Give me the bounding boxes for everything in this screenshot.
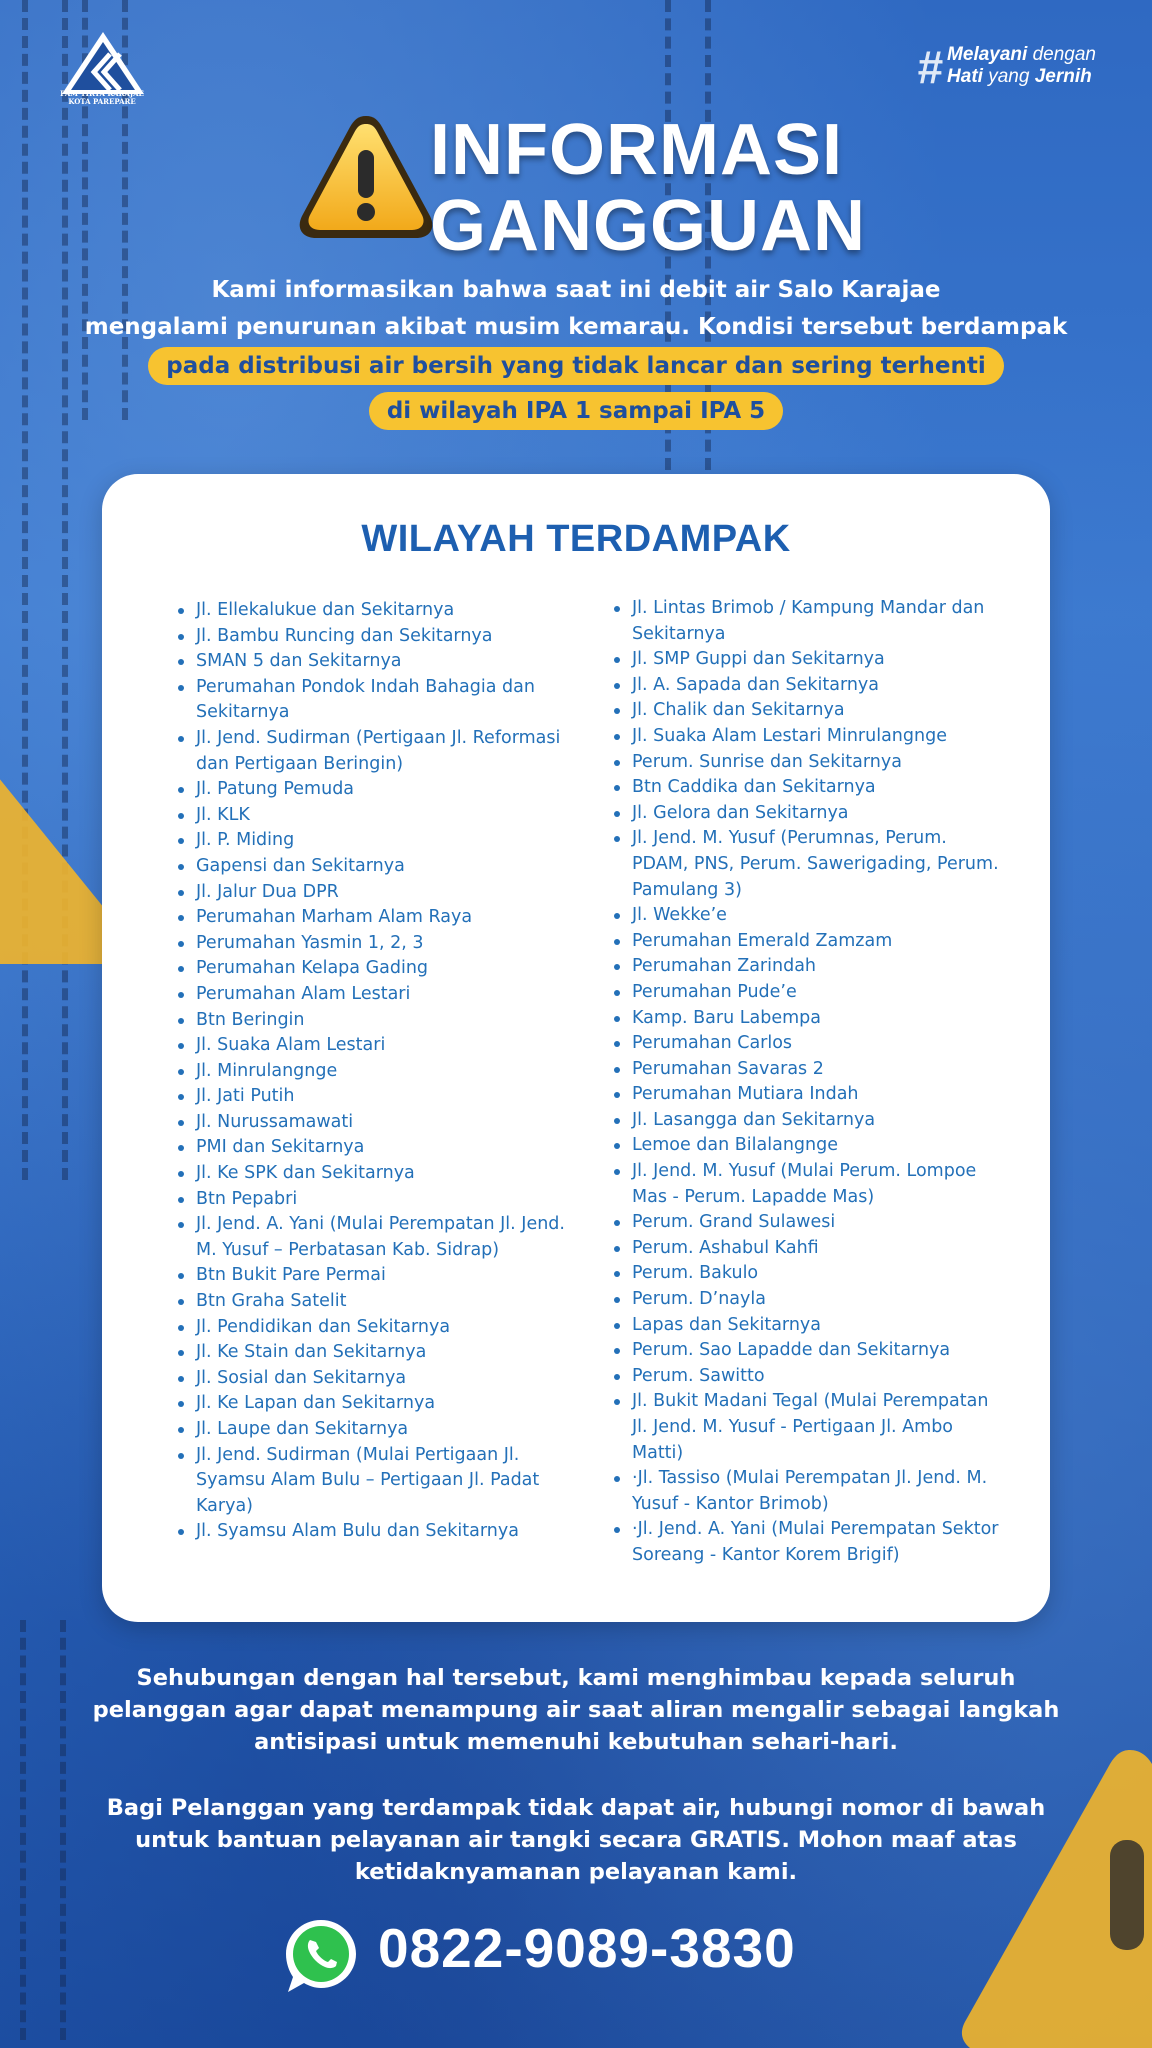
list-item: Perumahan Savaras 2 (614, 1057, 1004, 1083)
list-item: Perumahan Alam Lestari (178, 982, 578, 1008)
list-item: Jl. Patung Pemuda (178, 777, 578, 803)
advice-line-1: Sehubungan dengan hal tersebut, kami menghimbau kepada seluruh (136, 1665, 1016, 1691)
tagline-mid-2: yang (982, 66, 1035, 87)
list-item: Jl. Syamsu Alam Bulu dan Sekitarnya (178, 1519, 578, 1545)
list-item: Perumahan Mutiara Indah (614, 1082, 1004, 1108)
intro-line-2: mengalami penurunan akibat musim kemarau. Kondisi tersebut berdampak (84, 314, 1068, 340)
tagline (917, 41, 1096, 93)
list-item: Jl. Minrulangnge (178, 1059, 578, 1085)
list-item: SMAN 5 dan Sekitarnya (178, 649, 578, 675)
list-item: Perumahan Yasmin 1, 2, 3 (178, 931, 578, 957)
list-item: Perumahan Marham Alam Raya (178, 905, 578, 931)
list-item: Lemoe dan Bilalangnge (614, 1133, 1004, 1159)
list-item: Perum. Bakulo (614, 1261, 1004, 1287)
highlight-row-2 (0, 392, 1152, 430)
list-item: Jl. SMP Guppi dan Sekitarnya (614, 647, 1004, 673)
list-item: Btn Bukit Pare Permai (178, 1263, 578, 1289)
title-line-2: GANGGUAN (430, 186, 866, 266)
highlight-pill-1: pada distribusi air bersih yang tidak lancar dan sering terhenti (148, 347, 1003, 385)
list-item: Perumahan Emerald Zamzam (614, 929, 1004, 955)
tagline-end-2: Jernih (1034, 66, 1092, 87)
list-item: Perum. D’nayla (614, 1287, 1004, 1313)
chain-decoration (22, 0, 68, 1180)
list-item: Jl. Suaka Alam Lestari (178, 1033, 578, 1059)
list-item: Perum. Sao Lapadde dan Sekitarnya (614, 1338, 1004, 1364)
page-title (430, 112, 866, 264)
warning-icon (296, 108, 436, 246)
hash-icon: # (917, 41, 943, 93)
list-item: Jl. Jati Putih (178, 1084, 578, 1110)
list-item: Jl. Ke SPK dan Sekitarnya (178, 1161, 578, 1187)
list-item: Kamp. Baru Labempa (614, 1006, 1004, 1032)
list-item: Perumahan Pude’e (614, 980, 1004, 1006)
list-item: Jl. Lintas Brimob / Kampung Mandar dan Sekitarnya (614, 596, 1004, 647)
list-item: Perum. Grand Sulawesi (614, 1210, 1004, 1236)
tagline-bold-1: Melayani (947, 44, 1028, 65)
list-item: Jl. Ke Stain dan Sekitarnya (178, 1340, 578, 1366)
contact-line-3: ketidaknyamanan pelayanan kami. (354, 1859, 798, 1885)
list-item: Jl. Jend. Sudirman (Mulai Pertigaan Jl. Syamsu Alam Bulu – Pertigaan Jl. Padat Karya) (178, 1443, 578, 1520)
list-item: Perumahan Pondok Indah Bahagia dan Sekitarnya (178, 675, 578, 726)
list-item: Jl. Wekke’e (614, 903, 1004, 929)
advice-line-2: pelanggan agar dapat menampung air saat aliran mengalir sebagai langkah (92, 1697, 1060, 1723)
advice-paragraph (60, 1662, 1092, 1758)
list-item: Jl. Jend. M. Yusuf (Mulai Perum. Lompoe Mas - Perum. Lapadde Mas) (614, 1159, 1004, 1210)
list-item: Btn Caddika dan Sekitarnya (614, 775, 1004, 801)
left-area-list (178, 598, 578, 1545)
list-item: Jl. Pendidikan dan Sekitarnya (178, 1315, 578, 1341)
list-item: Jl. Sosial dan Sekitarnya (178, 1366, 578, 1392)
list-item: Perum. Sunrise dan Sekitarnya (614, 750, 1004, 776)
logo-text: PAM TIRTA KARAJAE KOTA PAREPARE (60, 89, 144, 106)
list-item: Jl. Bukit Madani Tegal (Mulai Perempatan Jl. Jend. M. Yusuf - Pertigaan Jl. Ambo Matti) (614, 1389, 1004, 1466)
list-item: Btn Beringin (178, 1008, 578, 1034)
warning-icon (960, 1740, 1152, 2048)
list-item: ·Jl. Tassiso (Mulai Perempatan Jl. Jend. M. Yusuf - Kantor Brimob) (614, 1466, 1004, 1517)
list-item: Lapas dan Sekitarnya (614, 1313, 1004, 1339)
intro-text (60, 272, 1092, 346)
list-item: Jl. Gelora dan Sekitarnya (614, 801, 1004, 827)
list-item: Perumahan Carlos (614, 1031, 1004, 1057)
title-line-1: INFORMASI (430, 110, 843, 190)
list-item: Gapensi dan Sekitarnya (178, 854, 578, 880)
highlight-pill-2: di wilayah IPA 1 sampai IPA 5 (369, 392, 783, 430)
list-item: ·Jl. Jend. A. Yani (Mulai Perempatan Sektor Soreang - Kantor Korem Brigif) (614, 1517, 1004, 1568)
list-item: Jl. Jend. A. Yani (Mulai Perempatan Jl. Jend. M. Yusuf – Perbatasan Kab. Sidrap) (178, 1212, 578, 1263)
list-item: Perum. Sawitto (614, 1364, 1004, 1390)
contact-line-2: untuk bantuan pelayanan air tangki secara GRATIS. Mohon maaf atas (135, 1827, 1017, 1853)
list-item: PMI dan Sekitarnya (178, 1135, 578, 1161)
list-item: Perumahan Kelapa Gading (178, 956, 578, 982)
list-item: Jl. Jalur Dua DPR (178, 880, 578, 906)
right-area-list (614, 596, 1004, 1569)
contact-paragraph (60, 1792, 1092, 1888)
list-item: Jl. Lasangga dan Sekitarnya (614, 1108, 1004, 1134)
list-item: Jl. Laupe dan Sekitarnya (178, 1417, 578, 1443)
list-item: Jl. Jend. Sudirman (Pertigaan Jl. Reformasi dan Pertigaan Beringin) (178, 726, 578, 777)
contact-line-1: Bagi Pelanggan yang terdampak tidak dapat air, hubungi nomor di bawah (106, 1795, 1046, 1821)
list-item: Jl. Suaka Alam Lestari Minrulangnge (614, 724, 1004, 750)
highlight-row-1 (0, 347, 1152, 385)
tagline-rest-1: dengan (1027, 44, 1096, 65)
list-item: Jl. Bambu Runcing dan Sekitarnya (178, 624, 578, 650)
list-item: Perum. Ashabul Kahfi (614, 1236, 1004, 1262)
list-item: Jl. A. Sapada dan Sekitarnya (614, 673, 1004, 699)
list-item: Perumahan Zarindah (614, 954, 1004, 980)
list-item: Btn Graha Satelit (178, 1289, 578, 1315)
list-item: Jl. KLK (178, 803, 578, 829)
list-item: Jl. P. Miding (178, 828, 578, 854)
advice-line-3: antisipasi untuk memenuhi kebutuhan sehari-hari. (254, 1729, 898, 1755)
list-item: Jl. Jend. M. Yusuf (Perumnas, Perum. PDAM, PNS, Perum. Sawerigading, Perum. Pamulang 3) (614, 826, 1004, 903)
affected-areas-card (102, 474, 1050, 1622)
intro-line-1: Kami informasikan bahwa saat ini debit air Salo Karajae (211, 277, 941, 303)
list-item: Jl. Nurussamawati (178, 1110, 578, 1136)
list-item: Jl. Ke Lapan dan Sekitarnya (178, 1391, 578, 1417)
list-item: Jl. Chalik dan Sekitarnya (614, 698, 1004, 724)
list-item: Jl. Ellekalukue dan Sekitarnya (178, 598, 578, 624)
card-title: WILAYAH TERDAMPAK (361, 518, 791, 560)
whatsapp-icon[interactable] (282, 1916, 360, 1996)
list-item: Btn Pepabri (178, 1187, 578, 1213)
tagline-bold-2: Hati (947, 66, 983, 87)
phone-number[interactable]: 0822-9089-3830 (378, 1917, 796, 1979)
